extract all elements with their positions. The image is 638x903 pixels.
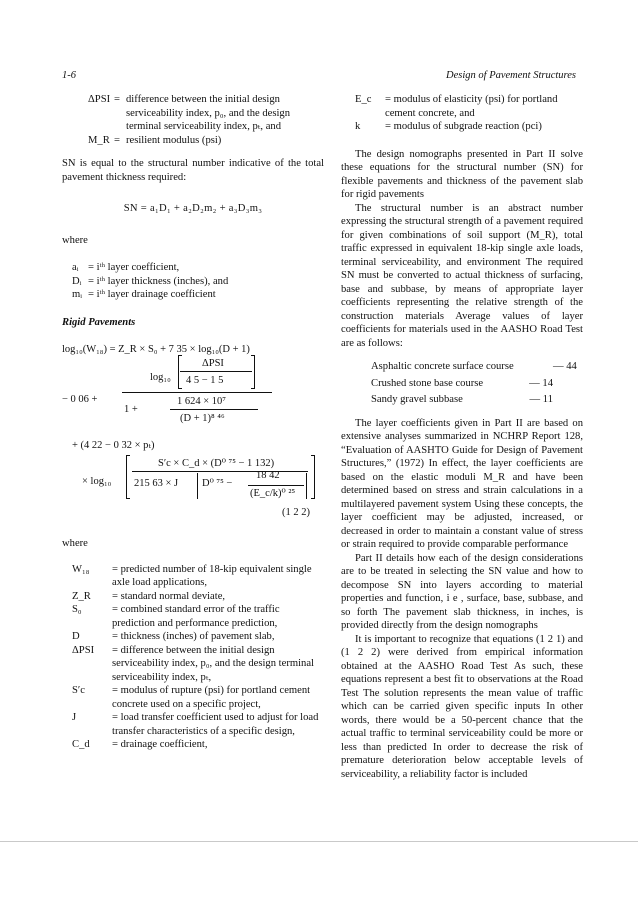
sn-equation: SN = a₁D₁ + a₂D₂m₂ + a₃D₃m₃ bbox=[123, 203, 263, 214]
definition-row bbox=[72, 630, 324, 644]
definition-row bbox=[72, 644, 324, 685]
variable-definitions bbox=[72, 563, 324, 752]
definition-text: = modulus of rupture (psi) for portland cement concrete used on a specific project, bbox=[112, 685, 311, 710]
definition-symbol: k bbox=[355, 121, 361, 132]
definition-symbol: C_d bbox=[72, 739, 90, 750]
fraction-bar bbox=[248, 485, 304, 486]
definition-row: ΔPSI = difference between the initial design serviceability index, p₀, and the design terminal serviceability index, pₜ, and bbox=[62, 93, 324, 134]
left-column bbox=[62, 93, 324, 752]
definition-row bbox=[72, 261, 324, 275]
paragraph: It is important to recognize that equations (1 2 1) and (1 2 2) were derived from empirical information obtained at the AASHO Road Test As such, these equations represent a best fit to observations at the Road Test The solution represents the mean value of traffic which can be carried given specific inputs In other words, there would be a 50-percent chance that the actual traffic to terminal serviceability could be more or less than predicted In order to decrease the risk of premature deterioration below acceptable levels of serviceability, a reliability factor is included bbox=[341, 633, 583, 780]
equation-denominator-2: (D + 1)⁸ ⁴⁶ bbox=[180, 413, 225, 424]
paragraph: Part II details how each of the design considerations are to be treated in selecting the SN value and how to decompose SN into layers according to material properties and function, i e , surface, base, subbase, and so forth The pavement slab thickness, in inches, is provided directly from the design nomographs bbox=[341, 552, 583, 631]
equation-denominator: 4 5 − 1 5 bbox=[186, 375, 224, 386]
sn-paragraph: SN is equal to the structural number indicative of the total pavement thickness required: bbox=[62, 158, 324, 183]
top-definitions bbox=[62, 93, 324, 147]
equation-dpsi: ΔPSI bbox=[202, 358, 224, 369]
coefficient-name: Sandy gravel subbase bbox=[371, 394, 463, 405]
definition-text: = iᵗʰ layer thickness (inches), and bbox=[88, 275, 229, 287]
definition-symbol: Z_R bbox=[72, 590, 91, 602]
footer-rule bbox=[0, 841, 638, 842]
equation-line-1: log₁₀(W₁₈) = Z_R × S₀ + 7 35 × log₁₀(D + 1) bbox=[62, 344, 250, 355]
definition-symbol: ΔPSI bbox=[88, 94, 111, 105]
coefficient-name: Crushed stone base course bbox=[371, 377, 484, 389]
equation-numerator-2: 1 624 × 10⁷ bbox=[177, 396, 226, 407]
layer-definitions bbox=[72, 261, 324, 302]
equation-line-3: + (4 22 − 0 32 × pₜ) bbox=[72, 440, 155, 451]
definition-text: = modulus of subgrade reaction (pci) bbox=[385, 121, 542, 132]
coefficient-name: Asphaltic concrete surface course bbox=[371, 361, 514, 372]
main-fraction-bar bbox=[122, 392, 272, 393]
list-item bbox=[371, 393, 583, 407]
definition-text: resilient modulus (psi) bbox=[126, 134, 222, 146]
definition-text: = predicted number of 18-kip equivalent single axle load applications, bbox=[112, 563, 312, 588]
bracket-left bbox=[178, 355, 179, 389]
definition-text: = thickness (inches) of pavement slab, bbox=[112, 631, 275, 642]
definition-text: = modulus of elasticity (psi) for portland cement concrete, and bbox=[385, 94, 558, 119]
definition-symbol: ΔPSI bbox=[72, 644, 95, 656]
rigid-pavement-equation bbox=[62, 343, 324, 521]
fraction-bar bbox=[132, 471, 308, 472]
where-label: where bbox=[62, 538, 88, 549]
page-number: 1-6 bbox=[62, 70, 76, 81]
bracket-left bbox=[126, 455, 127, 499]
list-item bbox=[371, 360, 583, 374]
equation-denominator-3b: D⁰ ⁷⁵ − bbox=[202, 478, 233, 489]
equation-log10: log₁₀ bbox=[150, 372, 171, 383]
definition-text: = difference between the initial design serviceability index, p₀, and the design terminal serviceability index, pₜ, bbox=[112, 644, 314, 683]
fraction-bar bbox=[170, 409, 258, 410]
definition-text: = iᵗʰ layer drainage coefficient bbox=[88, 289, 216, 300]
definition-row bbox=[72, 288, 324, 302]
layer-coefficient-list bbox=[371, 360, 583, 407]
equation-number: (1 2 2) bbox=[282, 507, 310, 518]
definition-symbol: aᵢ bbox=[72, 262, 79, 273]
definition-row bbox=[355, 93, 583, 120]
definition-row bbox=[72, 275, 324, 289]
where-label: where bbox=[62, 234, 88, 246]
fraction-bar bbox=[180, 371, 252, 372]
definition-symbol: W₁₈ bbox=[72, 563, 90, 575]
definition-row bbox=[72, 590, 324, 604]
equation-numerator-3: S′c × C_d × (D⁰ ⁷⁵ − 1 132) bbox=[158, 458, 275, 469]
definition-row bbox=[355, 120, 583, 134]
bracket-right bbox=[314, 455, 315, 499]
definition-symbol: S′c bbox=[72, 685, 85, 696]
definition-symbol: J bbox=[72, 712, 77, 723]
definition-symbol: D bbox=[72, 631, 80, 642]
coefficient-value: — 14 bbox=[529, 377, 553, 389]
running-title: Design of Pavement Structures bbox=[446, 70, 576, 81]
definition-text: = drainage coefficient, bbox=[112, 739, 208, 750]
coefficient-value: — 44 bbox=[553, 361, 577, 372]
definition-row bbox=[72, 684, 324, 711]
paragraph: The layer coefficients given in Part II are based on extensive analyses summarized in NCHRP Report 128, “Evaluation of AASHTO Guide for Design of Pavement Structures,” (1972) In effect, the layer coefficients are based on the elastic moduli M_R and have been determined based on stress and strain calculations in a multilayered pavement system Using these concepts, the layer coefficient may be adjusted, increased, or decreased in order to maintain a constant value of stress or strain required to provide comparable performance bbox=[341, 417, 583, 550]
definition-text: difference between the initial design serviceability index, p₀, and the design terminal serviceability index, pₜ, and bbox=[126, 94, 291, 132]
definition-row: M_R = resilient modulus (psi) bbox=[62, 134, 324, 148]
definition-text: = standard normal deviate, bbox=[112, 590, 226, 602]
coefficient-value: — 11 bbox=[529, 394, 553, 405]
definition-text: = combined standard error of the traffic prediction and performance prediction, bbox=[112, 604, 280, 629]
equation-minus-term: − 0 06 + bbox=[62, 394, 98, 405]
equation-numerator-4: 18 42 bbox=[256, 470, 280, 481]
definition-row bbox=[72, 711, 324, 738]
definition-text: = load transfer coefficient used to adjust for load transfer characteristics of a specific design, bbox=[112, 712, 319, 737]
definition-symbol: mᵢ bbox=[72, 289, 82, 300]
paragraph: The structural number is an abstract number expressing the structural strength of a pavement required for given combinations of soil support (M_R), total traffic expressed in equivalent 18-kip single axle loads, terminal serviceability, and environment The required SN must be converted to actual thickness of surfacing, base and subbase, by means of appropriate layer coefficients representing the relative strength of the construction materials Average values of layer coefficients for materials used in the AASHO Road Test are as follows: bbox=[341, 202, 583, 349]
bracket-right bbox=[254, 355, 255, 389]
definition-symbol: E_c bbox=[355, 94, 372, 105]
paragraph: The design nomographs presented in Part II solve these equations for the structural number (SN) for flexible pavements and thickness of the pavement slab for rigid pavements bbox=[341, 148, 583, 200]
right-column bbox=[341, 93, 583, 781]
definition-symbol: Dᵢ bbox=[72, 275, 82, 287]
definition-row bbox=[72, 563, 324, 590]
equation-denominator-3a: 215 63 × J bbox=[134, 478, 179, 489]
list-item bbox=[371, 377, 583, 391]
equation-times-log: × log₁₀ bbox=[82, 476, 112, 487]
top-definitions bbox=[355, 93, 583, 134]
rigid-pavements-heading: Rigid Pavements bbox=[62, 316, 136, 328]
definition-row bbox=[72, 738, 324, 752]
definition-text: = iᵗʰ layer coefficient, bbox=[88, 262, 180, 273]
definition-symbol: S₀ bbox=[72, 604, 82, 615]
definition-row bbox=[72, 603, 324, 630]
equation-denominator-4: (E_c/k)⁰ ²⁵ bbox=[250, 488, 296, 499]
equation-one-plus: 1 + bbox=[124, 404, 138, 415]
definition-symbol: M_R bbox=[88, 134, 110, 146]
